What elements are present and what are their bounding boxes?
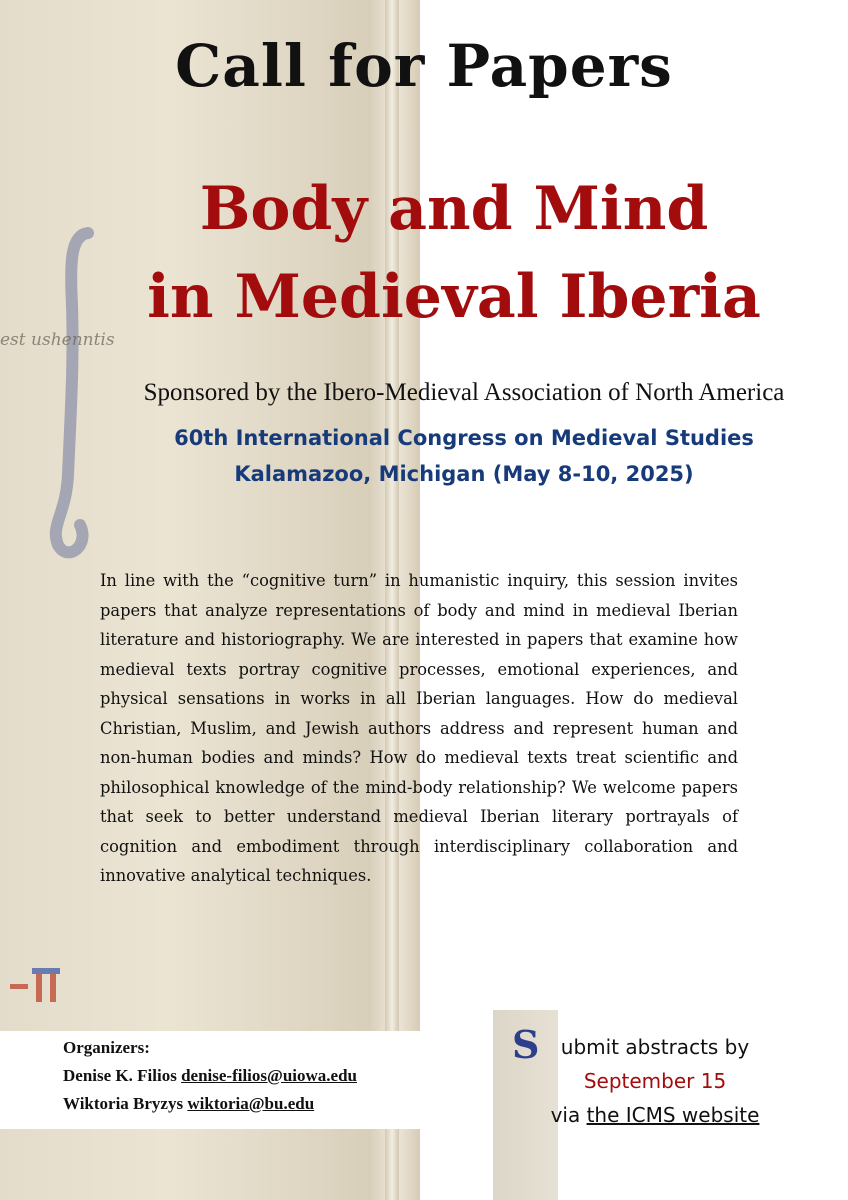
organizer: [63, 1062, 357, 1090]
submission-info: [520, 1030, 790, 1132]
illuminated-initial: S: [512, 1022, 540, 1067]
session-title: [60, 165, 848, 341]
congress-info: [80, 420, 848, 492]
deadline-date: September 15: [583, 1069, 727, 1093]
session-description: In line with the “cognitive turn” in humanistic inquiry, this session invites papers that analyze representations of body and mind in medieval Iberian literature and historiography. We are interested in papers that examine how medieval texts portray cognitive processes, emotional experiences, and physical sensations in works in all Iberian languages. How do medieval Christian, Muslim, and Jewish authors address and represent human and non-human bodies and minds? How do medieval texts treat scientific and philosophical knowledge of the mind-body relationship? We welcome papers that seek to better understand medieval Iberian literary portrayals of cognition and embodiment through interdisciplinary collaboration and innovative analytical techniques.: [100, 571, 738, 885]
organizer-name: Wiktoria Bryzys: [63, 1094, 184, 1113]
session-title-line2: in Medieval Iberia: [147, 262, 761, 332]
via-label: via: [550, 1103, 581, 1127]
submit-line: ubmit abstracts by: [560, 1035, 750, 1059]
manuscript-text: est ushenntis: [0, 330, 115, 350]
session-title-line1: Body and Mind: [199, 174, 709, 244]
page-title: Call for Papers: [175, 32, 673, 100]
sponsor-line: Sponsored by the Ibero-Medieval Association of North America: [143, 379, 785, 406]
congress-location: Kalamazoo, Michigan (May 8-10, 2025): [234, 462, 694, 486]
organizer-email-link[interactable]: wiktoria@bu.edu: [187, 1094, 315, 1113]
organizers: [63, 1034, 357, 1118]
organizer: [63, 1090, 357, 1118]
organizer-name: Denise K. Filios: [63, 1066, 177, 1085]
congress-name: 60th International Congress on Medieval Studies: [174, 426, 754, 450]
manuscript-marks: [10, 968, 70, 1004]
organizer-email-link[interactable]: denise-filios@uiowa.edu: [181, 1066, 357, 1085]
organizers-label: Organizers:: [63, 1038, 150, 1057]
icms-website-link[interactable]: the ICMS website: [586, 1103, 760, 1127]
